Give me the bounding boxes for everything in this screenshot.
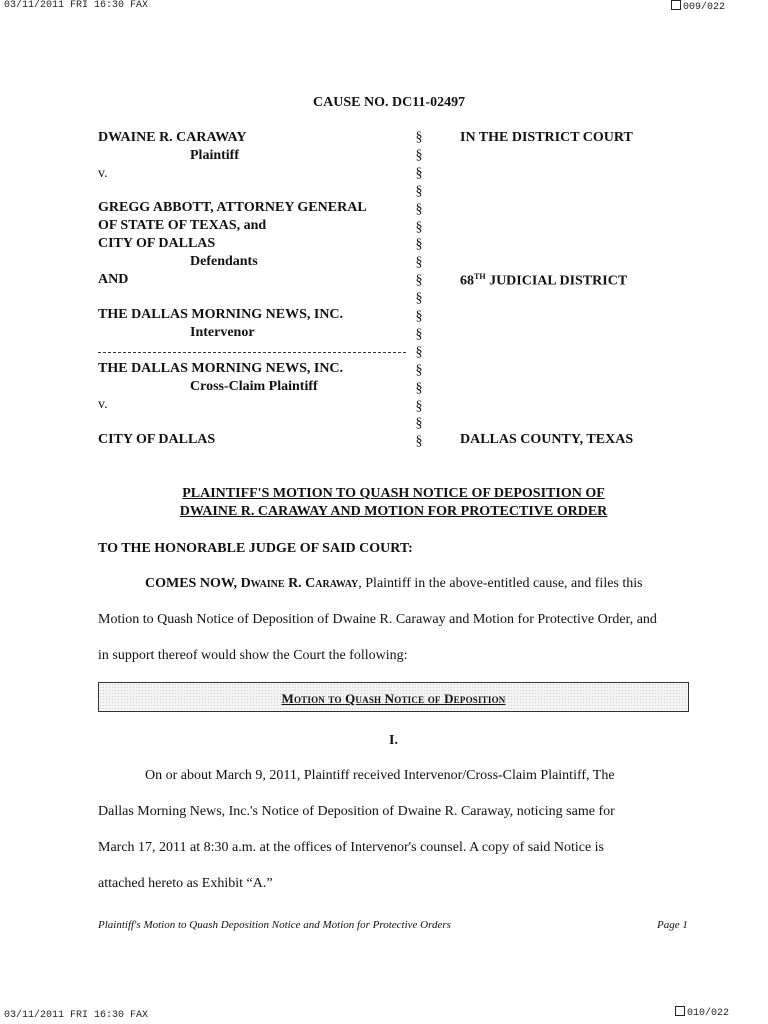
section-symbol: §: [415, 237, 423, 253]
caption-defendant-line-2: OF STATE OF TEXAS, and: [98, 218, 267, 233]
caption-defendant-line-1: GREGG ABBOTT, ATTORNEY GENERAL: [98, 200, 367, 215]
motion-title-line-2: DWAINE R. CARAWAY AND MOTION FOR PROTECTIVE ORDER: [179, 504, 608, 519]
section-heading: Motion to Quash Notice of Deposition: [281, 691, 506, 706]
fax-checkbox-icon: [675, 1006, 685, 1016]
fax-header-timestamp: 03/11/2011 FRI 16:30 FAX: [4, 0, 149, 11]
section-symbol: §: [415, 362, 423, 378]
section-symbol: §: [415, 130, 423, 145]
section-symbol: §: [415, 291, 423, 307]
caption-intervenor-role: Intervenor: [190, 325, 255, 340]
caption-defendant-line-3: CITY OF DALLAS: [98, 236, 216, 251]
section-symbol: §: [415, 219, 423, 235]
section-symbol: §: [415, 344, 423, 360]
para1-line-3: March 17, 2011 at 8:30 a.m. at the offices of Intervenor's counsel. A copy of said Notice is: [98, 840, 605, 855]
court-name: IN THE DISTRICT COURT: [460, 130, 633, 145]
caption-plaintiff-role: Plaintiff: [190, 148, 239, 163]
section-symbol: §: [415, 165, 423, 181]
judicial-district: 68TH JUDICIAL DISTRICT: [460, 272, 628, 289]
salutation: TO THE HONORABLE JUDGE OF SAID COURT:: [98, 541, 413, 556]
caption-crossclaim-role: Cross-Claim Plaintiff: [190, 379, 318, 394]
county-name: DALLAS COUNTY, TEXAS: [460, 432, 634, 447]
section-symbol: §: [415, 434, 423, 450]
section-heading-box: [98, 682, 689, 712]
section-symbol: §: [415, 147, 423, 163]
caption-versus-1: v.: [98, 166, 108, 181]
caption-and: AND: [98, 272, 129, 287]
section-symbol: §: [415, 380, 423, 396]
section-symbol: §: [415, 273, 423, 289]
footer-page-number: Page 1: [657, 919, 688, 931]
fax-footer-timestamp: 03/11/2011 FRI 16:30 FAX: [4, 1010, 149, 1021]
para1-line-1: On or about March 9, 2011, Plaintiff received Intervenor/Cross-Claim Plaintiff, The: [145, 768, 615, 783]
section-symbol: §: [415, 416, 423, 432]
fax-footer-page: 010/022: [675, 1006, 729, 1019]
caption-intervenor-name: THE DALLAS MORNING NEWS, INC.: [98, 307, 344, 322]
caption-versus-2: v.: [98, 397, 108, 412]
intro-line-2: Motion to Quash Notice of Deposition of Dwaine R. Caraway and Motion for Protective Order, and: [98, 612, 657, 627]
section-roman-numeral: I.: [389, 733, 398, 748]
caption-divider: [98, 352, 406, 353]
footer-title: Plaintiff's Motion to Quash Deposition Notice and Motion for Protective Orders: [98, 919, 451, 931]
cause-number: CAUSE NO. DC11-02497: [313, 95, 466, 110]
fax-checkbox-icon: [671, 0, 681, 10]
para1-line-4: attached hereto as Exhibit “A.”: [98, 876, 273, 891]
caption-defendants-role: Defendants: [190, 254, 258, 269]
intro-line-1: COMES NOW, Dwaine R. Caraway, Plaintiff in the above-entitled cause, and files this: [145, 576, 643, 591]
para1-line-2: Dallas Morning News, Inc.'s Notice of Deposition of Dwaine R. Caraway, noticing same for: [98, 804, 615, 819]
section-symbol: §: [415, 326, 423, 342]
section-symbol: §: [415, 183, 423, 199]
fax-header-page: 009/022: [671, 0, 725, 13]
caption-plaintiff-name: DWAINE R. CARAWAY: [98, 130, 247, 145]
section-symbol: §: [415, 398, 423, 414]
section-symbol: §: [415, 255, 423, 271]
caption-crossclaim-name: THE DALLAS MORNING NEWS, INC.: [98, 361, 344, 376]
motion-title-line-1: PLAINTIFF'S MOTION TO QUASH NOTICE OF DEPOSITION OF: [182, 486, 605, 501]
intro-line-3: in support thereof would show the Court the following:: [98, 648, 408, 663]
caption-city-of-dallas: CITY OF DALLAS: [98, 432, 216, 447]
section-symbol: §: [415, 309, 423, 324]
section-symbol: §: [415, 201, 423, 217]
